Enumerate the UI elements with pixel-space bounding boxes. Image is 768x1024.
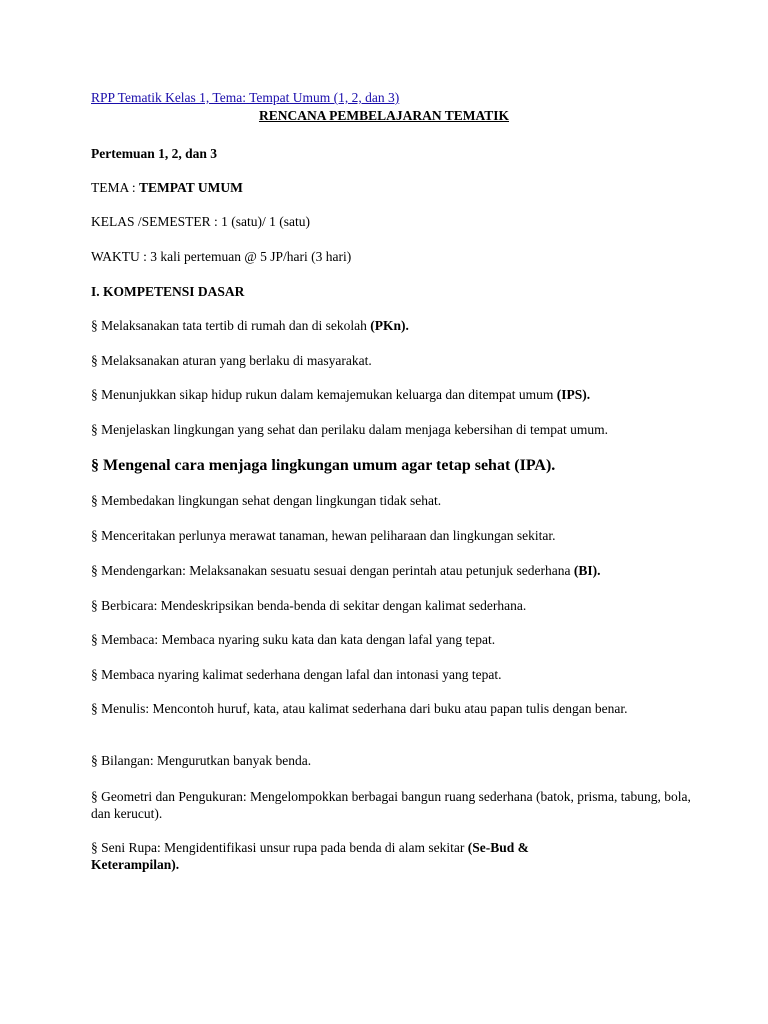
kelas-line: KELAS /SEMESTER : 1 (satu)/ 1 (satu): [91, 214, 310, 229]
item-text: § Bilangan: Mengurutkan banyak benda.: [91, 753, 312, 768]
item-text: § Melaksanakan tata tertib di rumah dan di sekolah: [91, 318, 371, 333]
list-item: [91, 492, 691, 509]
item-subject: (BI).: [573, 563, 601, 578]
item-subject: (Se-Bud & Keterampilan).: [91, 840, 529, 872]
list-item: [91, 317, 691, 334]
tema-value: TEMPAT UMUM: [139, 180, 243, 195]
item-text: § Menjelaskan lingkungan yang sehat dan perilaku dalam menjaga kebersihan di tempat umum.: [91, 422, 608, 437]
item-text: § Berbicara: Mendeskripsikan benda-benda di sekitar dengan kalimat sederhana.: [91, 598, 527, 613]
list-item: [91, 631, 691, 648]
item-text: § Menceritakan perlunya merawat tanaman, hewan peliharaan dan lingkungan sekitar.: [91, 528, 556, 543]
item-text: § Membedakan lingkungan sehat dengan lingkungan tidak sehat.: [91, 493, 442, 508]
item-text: § Mengenal cara menjaga lingkungan umum agar tetap sehat (IPA).: [91, 457, 556, 474]
tema-label: TEMA :: [91, 180, 140, 195]
waktu-line: WAKTU : 3 kali pertemuan @ 5 JP/hari (3 hari): [91, 249, 352, 264]
list-item: [91, 352, 691, 369]
item-text: § Membaca: Membaca nyaring suku kata dan kata dengan lafal yang tepat.: [91, 632, 496, 647]
list-item: [91, 666, 691, 683]
list-item: [91, 752, 691, 769]
list-item: [91, 562, 691, 579]
list-item: [91, 839, 611, 873]
item-text: § Geometri dan Pengukuran: Mengelompokkan berbagai bangun ruang sederhana (batok, prisma, tabung, bola, dan kerucut).: [91, 789, 691, 821]
list-item: [91, 788, 691, 822]
item-subject: (IPS).: [556, 387, 591, 402]
item-text: § Menulis: Mencontoh huruf, kata, atau kalimat sederhana dari buku atau papan tulis dengan benar.: [91, 701, 628, 716]
pertemuan-label: Pertemuan 1, 2, dan 3: [91, 146, 217, 161]
section-heading: I. KOMPETENSI DASAR: [91, 284, 245, 299]
item-text: § Menunjukkan sikap hidup rukun dalam kemajemukan keluarga dan ditempat umum: [91, 387, 557, 402]
item-text: § Mendengarkan: Melaksanakan sesuatu sesuai dengan perintah atau petunjuk sederhana: [91, 563, 574, 578]
document-link[interactable]: RPP Tematik Kelas 1, Tema: Tempat Umum (1, 2, dan 3): [91, 90, 400, 105]
list-item: [91, 527, 691, 544]
item-text: § Seni Rupa: Mengidentifikasi unsur rupa pada benda di alam sekitar: [91, 840, 468, 855]
item-text: § Membaca nyaring kalimat sederhana dengan lafal dan intonasi yang tepat.: [91, 667, 502, 682]
list-item-emphasis: [91, 456, 691, 476]
item-subject: (PKn).: [370, 318, 409, 333]
list-item: [91, 700, 671, 717]
document-title: RENCANA PEMBELAJARAN TEMATIK: [258, 108, 510, 123]
list-item: [91, 386, 691, 403]
item-text: § Melaksanakan aturan yang berlaku di masyarakat.: [91, 353, 372, 368]
tema-line: [91, 179, 691, 196]
list-item: [91, 421, 691, 438]
list-item: [91, 597, 691, 614]
